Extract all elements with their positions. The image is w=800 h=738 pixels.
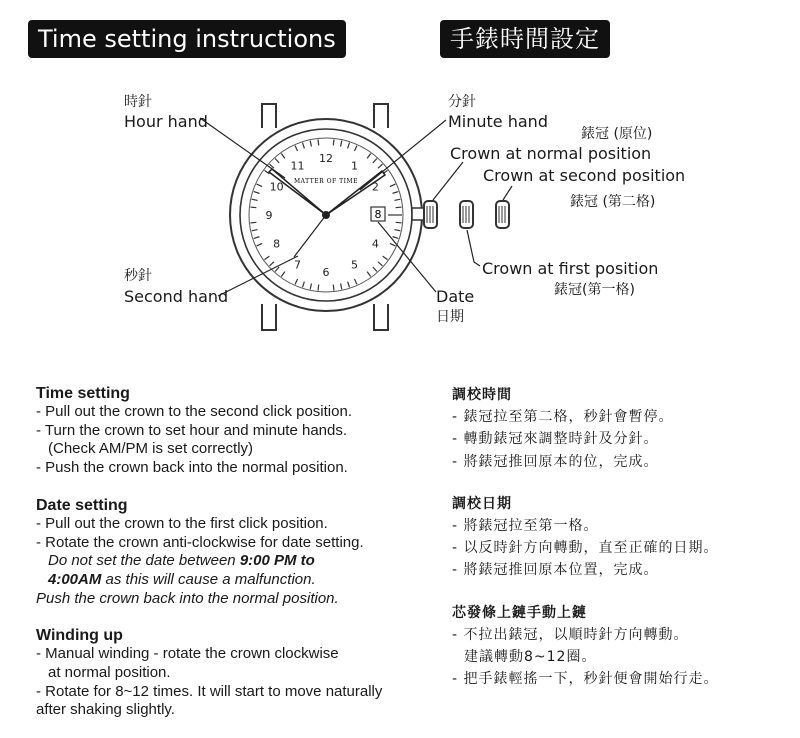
leader-crown-normal — [433, 162, 463, 200]
en-date-step: Push the crown back into the normal position. — [36, 589, 339, 607]
zh-time-step: - 錶冠拉至第二格，秒針會暫停。 — [452, 409, 674, 425]
zh-date-step: - 將錶冠推回原本位置，完成。 — [452, 562, 659, 579]
label-second-hand-en: Second hand — [124, 287, 229, 306]
en-date-warning: Do not set the date between 9:00 PM to — [48, 552, 315, 570]
en-wind-step: at normal position. — [48, 664, 171, 682]
en-date-step: - Rotate the crown anti-clockwise for date setting. — [36, 533, 364, 551]
label-hour-hand-en: Hour hand — [124, 112, 208, 131]
zh-date-step: - 將錶冠拉至第一格。 — [452, 517, 599, 534]
minute-tick — [318, 285, 319, 291]
en-date-setting — [36, 496, 436, 609]
en-wind-heading: Winding up — [36, 627, 123, 645]
dial-numeral: 10 — [269, 180, 284, 194]
en-time-step: - Push the crown back into the normal position. — [36, 459, 348, 477]
label-minute-hand-en: Minute hand — [448, 112, 548, 131]
label-crown-second-en: Crown at second position — [483, 166, 686, 185]
label-hour-hand-zh: 時針 — [124, 94, 152, 110]
en-time-setting — [36, 384, 436, 478]
leader-crown-second — [503, 186, 512, 200]
crown-first-position — [460, 201, 473, 228]
zh-date-setting — [452, 493, 792, 582]
en-date-step: - Pull out the crown to the first click position. — [36, 514, 328, 532]
dial-numeral: 4 — [371, 237, 379, 251]
crown-stem — [412, 208, 424, 220]
zh-winding-up — [452, 602, 792, 691]
minute-tick — [396, 207, 402, 208]
zh-date-step: - 以反時針方向轉動，直至正確的日期。 — [452, 540, 719, 557]
zh-time-heading: 調校時間 — [452, 387, 512, 403]
zh-wind-step: 建議轉動8~12圈。 — [464, 649, 597, 666]
en-wind-step: after shaking slightly. — [36, 701, 175, 719]
minute-tick — [333, 139, 334, 145]
minute-tick — [250, 222, 256, 223]
en-time-heading: Time setting — [36, 385, 130, 402]
en-time-step: - Turn the crown to set hour and minute hands. — [36, 421, 348, 439]
label-second-hand-zh: 秒針 — [124, 268, 152, 284]
minute-tick — [396, 222, 402, 223]
en-wind-step: - Manual winding - rotate the crown clockwise — [36, 645, 339, 663]
title-english: Time setting instructions — [28, 20, 346, 58]
label-date-en: Date — [436, 287, 475, 306]
dial-numeral: 9 — [265, 209, 273, 222]
crown-second-position — [496, 201, 509, 228]
label-minute-hand-zh: 分針 — [448, 94, 476, 110]
zh-wind-step: - 把手錶輕搖一下，秒針便會開始行走。 — [452, 671, 719, 688]
label-crown-first-zh: 錶冠(第一格) — [554, 282, 635, 298]
zh-wind-step: - 不拉出錶冠，以順時針方向轉動。 — [452, 626, 689, 643]
en-winding-up — [36, 626, 436, 720]
label-crown-second-zh: 錶冠 (第二格) — [570, 194, 656, 210]
minute-tick — [250, 207, 256, 208]
dial-numeral: 2 — [371, 180, 379, 194]
en-time-note: (Check AM/PM is set correctly) — [48, 440, 254, 458]
minute-tick — [333, 285, 334, 291]
en-date-warning: 4:00AM as this will cause a malfunction. — [48, 570, 316, 588]
label-crown-normal-zh: 錶冠 (原位) — [581, 126, 653, 142]
title-chinese: 手錶時間設定 — [440, 20, 610, 58]
zh-time-step: - 將錶冠推回原本的位，完成。 — [452, 453, 659, 470]
zh-date-heading: 調校日期 — [452, 495, 512, 512]
zh-wind-heading: 芯發條上鏈手動上鏈 — [452, 604, 587, 621]
dial-numeral: 8 — [273, 237, 281, 251]
label-crown-first-en: Crown at first position — [482, 259, 659, 278]
english-instructions — [36, 384, 436, 738]
leader-crown-first — [467, 230, 480, 266]
dial-numeral: 11 — [290, 159, 305, 173]
dial-numeral: 1 — [351, 159, 358, 173]
date-window-value: 8 — [374, 208, 382, 221]
dial-numeral: 5 — [351, 258, 358, 272]
zh-time-step: - 轉動錶冠來調整時針及分針。 — [452, 431, 659, 448]
zh-time-setting — [452, 384, 792, 473]
label-crown-normal-en: Crown at normal position — [450, 144, 652, 163]
minute-tick — [318, 139, 319, 145]
dial-brand: MATTER OF TIME — [294, 178, 358, 185]
chinese-instructions — [452, 384, 792, 711]
en-wind-step: - Rotate for 8~12 times. It will start to move naturally — [36, 682, 383, 700]
dial-numeral: 7 — [294, 258, 301, 272]
dial-numeral: 12 — [319, 152, 333, 165]
label-date-zh: 日期 — [436, 309, 464, 325]
dial-numeral: 6 — [322, 266, 330, 279]
en-date-heading: Date setting — [36, 496, 128, 514]
crown-normal — [424, 201, 437, 228]
en-time-step: - Pull out the crown to the second click position. — [36, 403, 352, 420]
hands-pin — [322, 211, 330, 219]
